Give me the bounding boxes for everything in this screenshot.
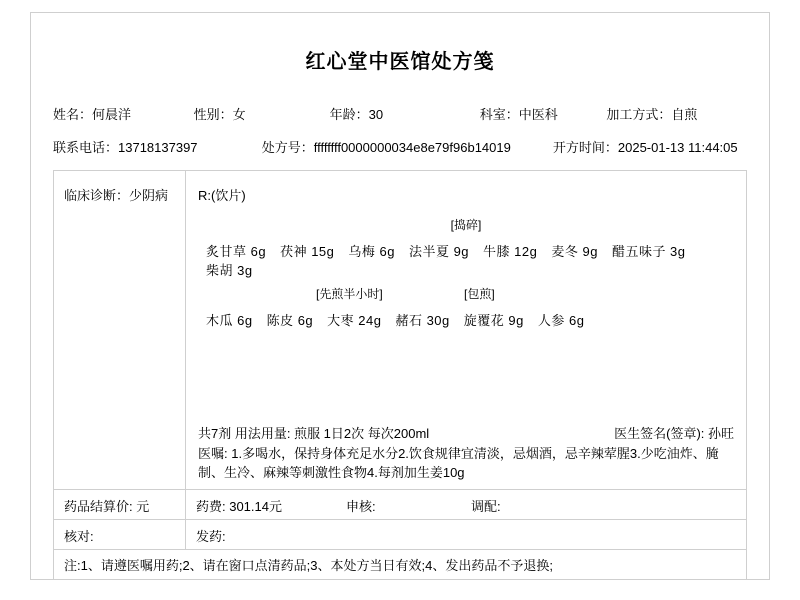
deliver-field: 发药: [196, 529, 226, 544]
usage-block [198, 423, 734, 483]
rx-head: R:(饮片) [198, 188, 246, 203]
review-field: 申核: [346, 499, 376, 514]
marker-wrap: [包煎] [464, 287, 495, 301]
patient-name: 姓名：何晨洋 [53, 107, 132, 122]
patient-header [31, 104, 769, 156]
marker-row-2 [198, 285, 734, 302]
herb-item: 茯神 15g [280, 244, 335, 259]
contact-phone: 联系电话：13718137397 [53, 140, 198, 155]
usage-row [198, 423, 734, 442]
prescription-number: 处方号：ffffffff0000000034e8e79f96b14019 [261, 140, 511, 155]
department: 科室：中医科 [479, 107, 558, 122]
dispense-field: 调配: [471, 499, 501, 514]
process-method: 加工方式：自煎 [606, 107, 698, 122]
herb-item: 木瓜 6g [206, 313, 253, 328]
herb-item: 炙甘草 6g [206, 244, 267, 259]
herb-item: 麦冬 9g [551, 244, 598, 259]
patient-age: 年龄：30 [329, 107, 384, 122]
marker-crush: [捣碎] [450, 218, 482, 232]
prescription-body [54, 171, 746, 489]
blank-field-1 [336, 520, 461, 549]
herb-item: 醋五味子 3g [611, 244, 686, 259]
herb-item: 法半夏 9g [408, 244, 470, 259]
clinical-diagnosis: 临床诊断：少阴病 [54, 171, 186, 489]
herb-group-2 [206, 310, 734, 329]
drug-settle-price: 药品结算价: 元 [54, 490, 186, 519]
herb-group-1 [206, 241, 734, 279]
patient-gender: 性别：女 [193, 107, 246, 122]
footer-note: 注:1、请遵医嘱用药;2、请在窗口点清药品;3、本处方当日有效;4、发出药品不予退换; [54, 549, 746, 580]
herb-item: 大枣 24g [327, 313, 382, 328]
page-title: 红心堂中医馆处方笺 [305, 51, 495, 73]
doctor-signature: 医生签名(签章): 孙旺 [614, 426, 734, 442]
check-field: 核对: [54, 520, 186, 549]
herb-item: 牛膝 12g [483, 244, 538, 259]
header-row-2 [53, 137, 747, 156]
prescription-table [53, 170, 747, 580]
herb-item: 旋覆花 9g [463, 313, 524, 328]
drug-fee: 药费: 301.14元 [196, 499, 282, 514]
dose-usage: 共7剂 用法用量: 煎服 1日2次 每次200ml [198, 426, 430, 442]
herb-item: 柴胡 3g [206, 263, 253, 278]
prescription-time: 开方时间：2025-01-13 11:44:05 [552, 140, 738, 155]
settlement-row-1 [54, 489, 746, 519]
settlement-row-2 [54, 519, 746, 549]
header-row-1 [53, 104, 747, 123]
herb-item: 陈皮 6g [266, 313, 314, 328]
prescription-content [186, 171, 746, 489]
herb-item: 赭石 30g [395, 313, 450, 328]
prescription-sheet [30, 12, 770, 580]
herb-item: 乌梅 6g [348, 244, 395, 259]
herb-item: 人参 6g [537, 313, 585, 328]
blank-field-2 [461, 520, 746, 549]
doctor-advice: 医嘱: 1.多喝水，保持身体充足水分2.饮食规律宜清淡，忌烟酒，忌辛辣荤腥3.少吃油炸、腌制、生冷、麻辣等刺激性食物4.每剂加生姜10g [198, 446, 719, 481]
marker-predecoct: [先煎半小时] [316, 287, 383, 301]
